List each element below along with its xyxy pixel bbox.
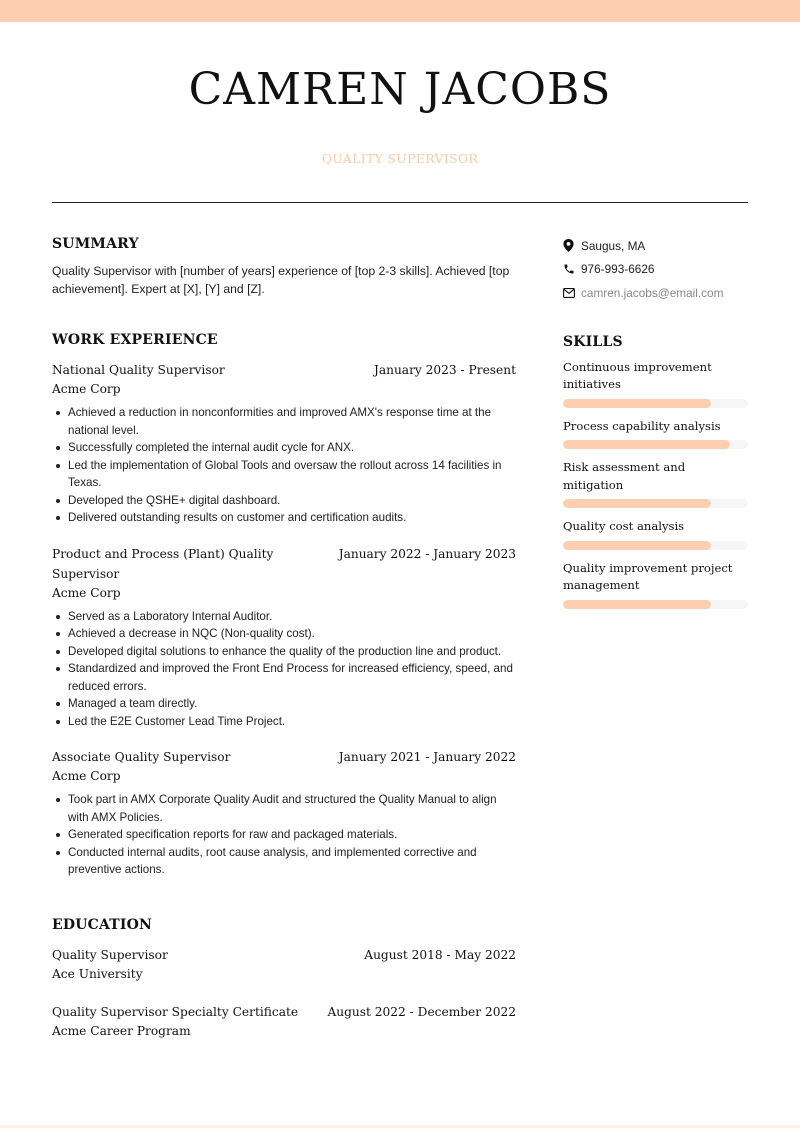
map-pin-icon [563, 239, 581, 252]
job-bullets [52, 791, 516, 879]
skill-level-fill [563, 440, 730, 449]
skill-level-fill [563, 399, 711, 408]
job-entry [52, 360, 516, 527]
work-experience-section [52, 332, 516, 879]
job-entry [52, 747, 516, 879]
job-bullet: Achieved a reduction in nonconformities and improved AMX's response time at the national level. [52, 404, 516, 439]
job-bullet: Achieved a decrease in NQC (Non-quality cost). [52, 625, 516, 643]
contact-block [563, 234, 748, 305]
job-bullet: Delivered outstanding results on customer and certification audits. [52, 509, 516, 527]
job-company: Acme Corp [52, 769, 121, 783]
degree-dates: August 2022 - December 2022 [327, 1004, 516, 1019]
summary-heading: SUMMARY [52, 236, 139, 252]
sidebar-column [563, 234, 748, 609]
email-link[interactable]: camren.jacobs@email.com [581, 285, 724, 300]
school-name: Acme Career Program [52, 1023, 191, 1038]
skill-item [563, 560, 748, 609]
skill-name: Quality cost analysis [563, 519, 685, 533]
education-entry [52, 945, 516, 983]
job-bullet: Managed a team directly. [52, 695, 516, 713]
skill-item [563, 518, 748, 550]
header-divider [52, 202, 748, 203]
degree-dates: August 2018 - May 2022 [364, 947, 516, 962]
school-name: Ace University [52, 966, 143, 981]
skill-level-fill [563, 541, 711, 550]
job-bullet: Developed the QSHE+ digital dashboard. [52, 492, 516, 510]
job-bullets [52, 404, 516, 527]
main-column [52, 236, 516, 1040]
job-bullet: Led the implementation of Global Tools and oversaw the rollout across 14 facilities in Texas. [52, 457, 516, 492]
summary-section [52, 236, 516, 298]
degree-title: Quality Supervisor Specialty Certificate [52, 1004, 299, 1019]
job-dates: January 2021 - January 2022 [338, 750, 516, 764]
job-bullet: Served as a Laboratory Internal Auditor. [52, 608, 516, 626]
job-bullet: Conducted internal audits, root cause analysis, and implemented corrective and preventive actions. [52, 844, 516, 879]
skill-name: Risk assessment and mitigation [563, 460, 686, 492]
job-bullet: Standardized and improved the Front End Process for increased efficiency, speed, and reduced errors. [52, 660, 516, 695]
skills-list [563, 359, 748, 609]
degree-title: Quality Supervisor [52, 947, 168, 962]
skill-level-fill [563, 600, 711, 609]
candidate-role: QUALITY SUPERVISOR [321, 151, 479, 166]
envelope-icon [563, 288, 581, 298]
job-bullet: Generated specification reports for raw and packaged materials. [52, 826, 516, 844]
job-bullets [52, 608, 516, 731]
contact-email[interactable] [563, 281, 748, 305]
job-company: Acme Corp [52, 585, 121, 600]
skill-name: Process capability analysis [563, 418, 721, 433]
skill-item [563, 459, 748, 508]
skill-level-bar [563, 499, 748, 508]
education-entry [52, 1002, 516, 1040]
skill-item [563, 359, 748, 408]
skills-section [563, 334, 748, 609]
education-section [52, 917, 516, 1040]
job-title: Product and Process (Plant) Quality Supervisor [52, 546, 274, 581]
job-bullet: Led the E2E Customer Lead Time Project. [52, 713, 516, 731]
skill-level-bar [563, 541, 748, 550]
skill-name: Continuous improvement initiatives [563, 359, 712, 391]
education-heading: EDUCATION [52, 916, 153, 933]
skill-level-bar [563, 600, 748, 609]
job-dates: January 2022 - January 2023 [338, 546, 516, 561]
job-company: Acme Corp [52, 382, 121, 396]
skill-item [563, 418, 748, 450]
job-dates: January 2023 - Present [373, 363, 516, 377]
work-experience-heading: WORK EXPERIENCE [52, 332, 218, 348]
candidate-name: CAMREN JACOBS [188, 64, 612, 115]
skill-name: Quality improvement project management [563, 560, 733, 592]
location-text: Saugus, MA [581, 238, 646, 253]
skill-level-bar [563, 440, 748, 449]
skill-level-fill [563, 499, 711, 508]
job-bullet: Successfully completed the internal audit cycle for ANX. [52, 439, 516, 457]
top-accent-bar [0, 0, 800, 22]
job-bullet: Developed digital solutions to enhance the quality of the production line and product. [52, 643, 516, 661]
contact-location [563, 234, 748, 258]
skill-level-bar [563, 399, 748, 408]
job-title: National Quality Supervisor [52, 363, 225, 377]
phone-icon [563, 263, 581, 275]
phone-text: 976-993-6626 [581, 262, 655, 277]
job-bullet: Took part in AMX Corporate Quality Audit and structured the Quality Manual to align with AMX Policies. [52, 791, 516, 826]
summary-text: Quality Supervisor with [number of years] experience of [top 2-3 skills]. Achieved [top achievement]. Expert at [X], [Y] and [Z]. [52, 264, 510, 296]
contact-phone [563, 258, 748, 282]
job-title: Associate Quality Supervisor [52, 750, 231, 764]
job-entry [52, 544, 516, 731]
skills-heading: SKILLS [563, 333, 623, 350]
